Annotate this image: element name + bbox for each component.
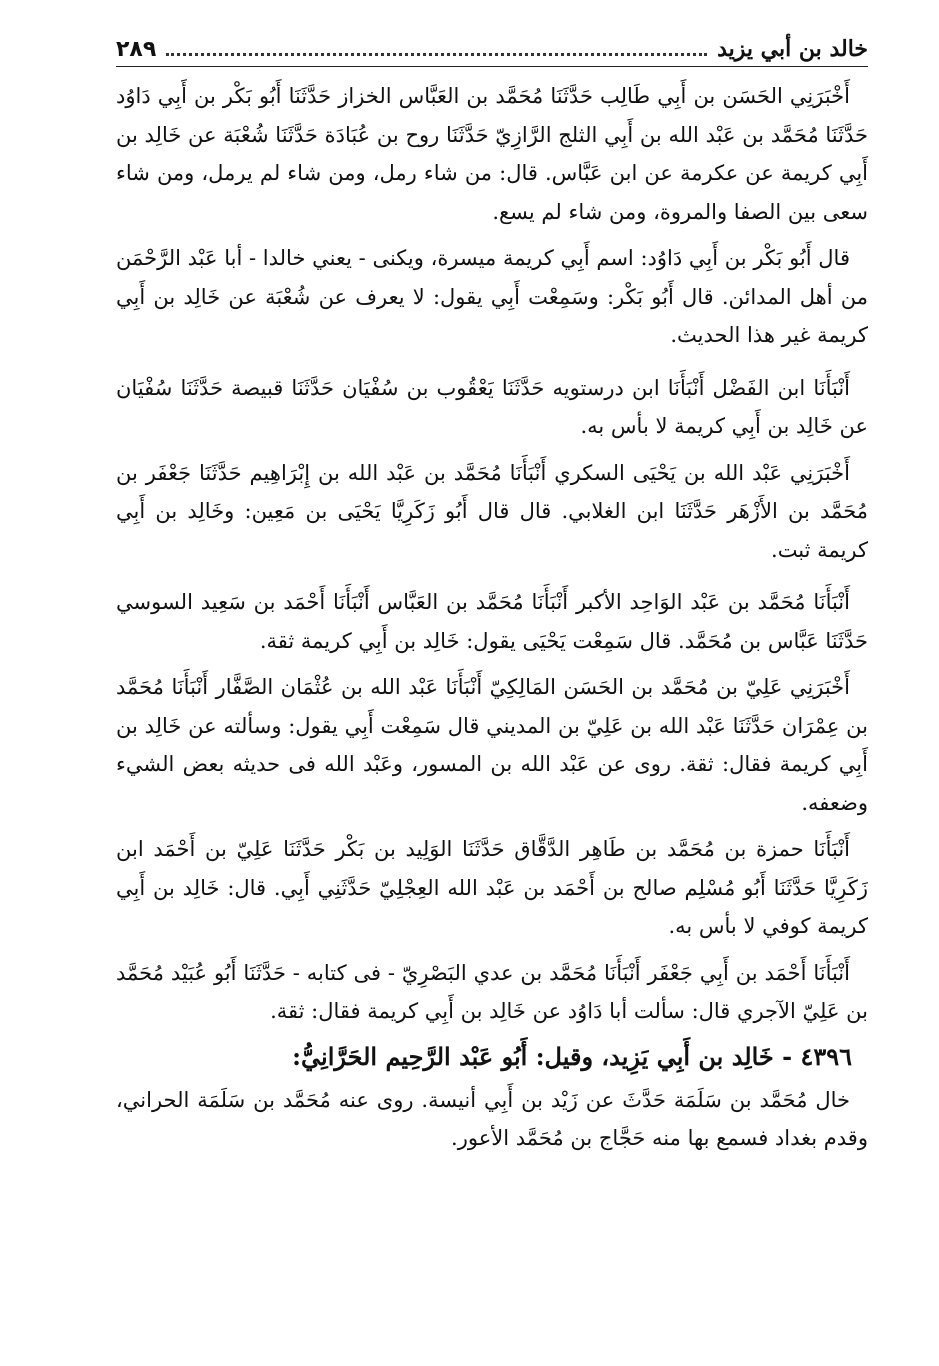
paragraph-7: أَنْبَأَنَا حمزة بن مُحَمَّد بن طَاهِر الدَّقَّاق حَدَّثَنَا الوَلِيد بن بَكْر حَدَّثَنَا عَلِيّ بن أَحْمَد ابن زَكَرِيَّا حَدَّثَنَا أَبُو مُسْلِم صالح بن أَحْمَد بن عَبْد الله العِجْلِيّ حَدَّثَنِي أَبِي. قال: خَالِد بن أَبِي كريمة كوفي لا بأس به. <box>116 837 868 938</box>
paragraph-1: أَخْبَرَنِي الحَسَن بن أَبِي طَالِب حَدَّثَنَا مُحَمَّد بن العَبَّاس الخزاز حَدَّثَنَا أَبُو بَكْر بن أَبِي دَاوُد حَدَّثَنَا مُحَمَّد بن عَبْد الله بن أَبِي الثلج الرَّازِيّ حَدَّثَنَا روح بن عُبَادَة حَدَّثَنَا شُعْبَة عن خَالِد بن أَبِي كريمة عن عكرمة عن ابن عَبَّاس. قال: من شاء رمل، ومن شاء لم يرمل، ومن شاء سعى بين الصفا والمروة، ومن شاء لم يسع. <box>116 84 868 224</box>
paragraph-6: أَخْبَرَنِي عَلِيّ بن مُحَمَّد بن الحَسَن المَالِكِيّ أَنْبَأَنَا عَبْد الله بن عُثْمَان الصَّفَّار أَنْبَأَنَا مُحَمَّد بن عِمْرَان حَدَّثَنَا عَبْد الله بن عَلِيّ بن المديني قال سَمِعْت أَبِي يقول: وسألته عن خَالِد بن أَبِي كريمة فقال: ثقة. روى عن عَبْد الله بن المسور، وعَبْد الله فى حديثه بعض الشيء وضعفه. <box>116 675 868 815</box>
entry-paragraph: خال مُحَمَّد بن سَلَمَة حَدَّثَ عن زَيْد بن أَبِي أنيسة. روى عنه مُحَمَّد بن سَلَمَة الحراني، وقدم بغداد فسمع بها منه حَجَّاج بن مُحَمَّد الأعور. <box>116 1087 868 1150</box>
paragraph-4: أَخْبَرَنِي عَبْد الله بن يَحْيَى السكري أَنْبَأَنَا مُحَمَّد بن عَبْد الله بن إِبْرَاهِيم حَدَّثَنَا جَعْفَر بن مُحَمَّد بن الأَزْهَر حَدَّثَنَا ابن الغلابي. قال قال أَبُو زَكَرِيَّا يَحْيَى بن مَعِين: وخَالِد بن أَبِي كريمة ثبت. <box>116 460 868 562</box>
paragraph-5: أَنْبَأَنَا مُحَمَّد بن عَبْد الوَاحِد الأكبر أَنْبَأَنَا مُحَمَّد بن العَبَّاس أَنْبَأَنَا أَحْمَد بن سَعِيد السوسي حَدَّثَنَا عَبَّاس بن مُحَمَّد. قال سَمِعْت يَحْيَى يقول: خَالِد بن أَبِي كريمة ثقة. <box>116 590 868 653</box>
entry-heading: ٤٣٩٦ - خَالِد بن أَبِي يَزِيد، وقيل: أَبُو عَبْد الرَّحِيم الحَرَّانِيُّ: <box>292 1041 852 1071</box>
paragraph-3: أَنْبَأَنَا ابن الفَضْل أَنْبَأَنَا ابن درستويه حَدَّثَنَا يَعْقُوب بن سُفْيَان حَدَّثَنَا قبيصة حَدَّثَنَا سُفْيَان عن خَالِد بن أَبِي كريمة لا بأس به. <box>116 375 868 438</box>
running-header <box>116 34 868 67</box>
paragraph-8: أَنْبَأَنَا أَحْمَد بن أَبِي جَعْفَر أَنْبَأَنَا مُحَمَّد بن عدي البَصْرِيّ - فى كتابه - حَدَّثَنَا أَبُو عُبَيْد مُحَمَّد بن عَلِيّ الآجري قال: سألت أبا دَاوُد عن خَالِد بن أَبِي كريمة فقال: ثقة. <box>116 960 868 1023</box>
running-title: خالد بن أبي يزيد <box>717 36 868 62</box>
header-dot-leader <box>166 53 707 56</box>
paragraph-2: قال أَبُو بَكْر بن أَبِي دَاوُد: اسم أَبِي كريمة ميسرة، ويكنى - يعني خالدا - أبا عَبْد الرَّحْمَن من أهل المدائن. قال أَبُو بَكْر: وسَمِعْت أَبِي يقول: لا يعرف عن شُعْبَة عن خَالِد بن أَبِي كريمة غير هذا الحديث. <box>116 246 868 347</box>
book-page <box>116 34 868 1334</box>
page-number: ٢٨٩ <box>116 37 157 62</box>
